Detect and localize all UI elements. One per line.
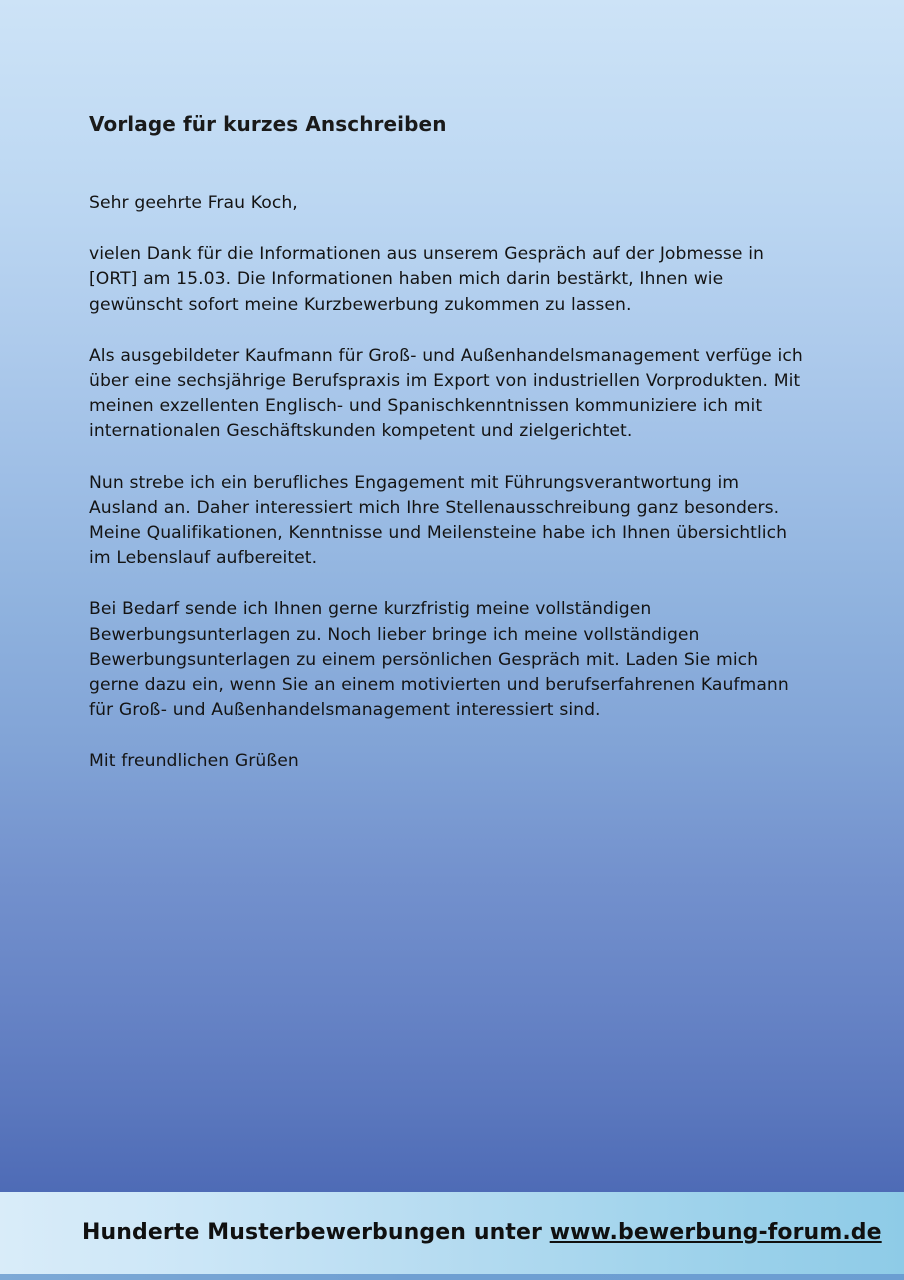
paragraph-intro: vielen Dank für die Informationen aus unserem Gespräch auf der Jobmesse in [ORT] am 15.03. Die Informationen haben mich darin bestärkt, Ihnen wie gewünscht sofort meine Kurzbewerbung zukommen zu lassen. — [89, 244, 764, 315]
page-title: Vorlage für kurzes Anschreiben — [89, 112, 447, 136]
footer-bottom-rule — [0, 1274, 904, 1280]
footer-website-link[interactable]: www.bewerbung-forum.de — [549, 1220, 882, 1245]
salutation-line: Sehr geehrte Frau Koch, — [89, 193, 298, 213]
letter-paragraphs — [89, 191, 811, 775]
footer-text — [0, 1219, 882, 1247]
paragraph-motivation: Nun strebe ich ein berufliches Engagement mit Führungsverantwortung im Ausland an. Daher interessiert mich Ihre Stellenausschreibung ganz besonders. Meine Qualifikationen, Kenntnisse und Meilensteine habe ich Ihnen übersichtlich im Lebenslauf aufbereitet. — [89, 472, 788, 569]
closing-line: Mit freundlichen Grüßen — [89, 751, 299, 772]
paragraph-qualifications: Als ausgebildeter Kaufmann für Groß- und Außenhandelsmanagement verfüge ich über eine sechsjährige Berufspraxis im Export von industriellen Vorprodukten. Mit meinen exzellenten Englisch- und Spanischkenntnissen kommuniziere ich mit internationalen Geschäftskunden kompetent und zielgerichtet. — [89, 345, 803, 442]
letter-body — [89, 0, 811, 775]
footer-lead-label: Hunderte Musterbewerbungen unter — [82, 1220, 550, 1245]
paragraph-availability: Bei Bedarf sende ich Ihnen gerne kurzfristig meine vollständigen Bewerbungsunterlagen zu. Noch lieber bringe ich meine vollständigen Bewerbungsunterlagen zu einem persönlichen Gespräch mit. Laden Sie mich gerne dazu ein, wenn Sie an einem motivierten und berufserfahrenen Kaufmann für Groß- und Außenhandelsmanagement interessiert sind. — [89, 599, 789, 721]
footer-banner — [0, 1192, 904, 1274]
